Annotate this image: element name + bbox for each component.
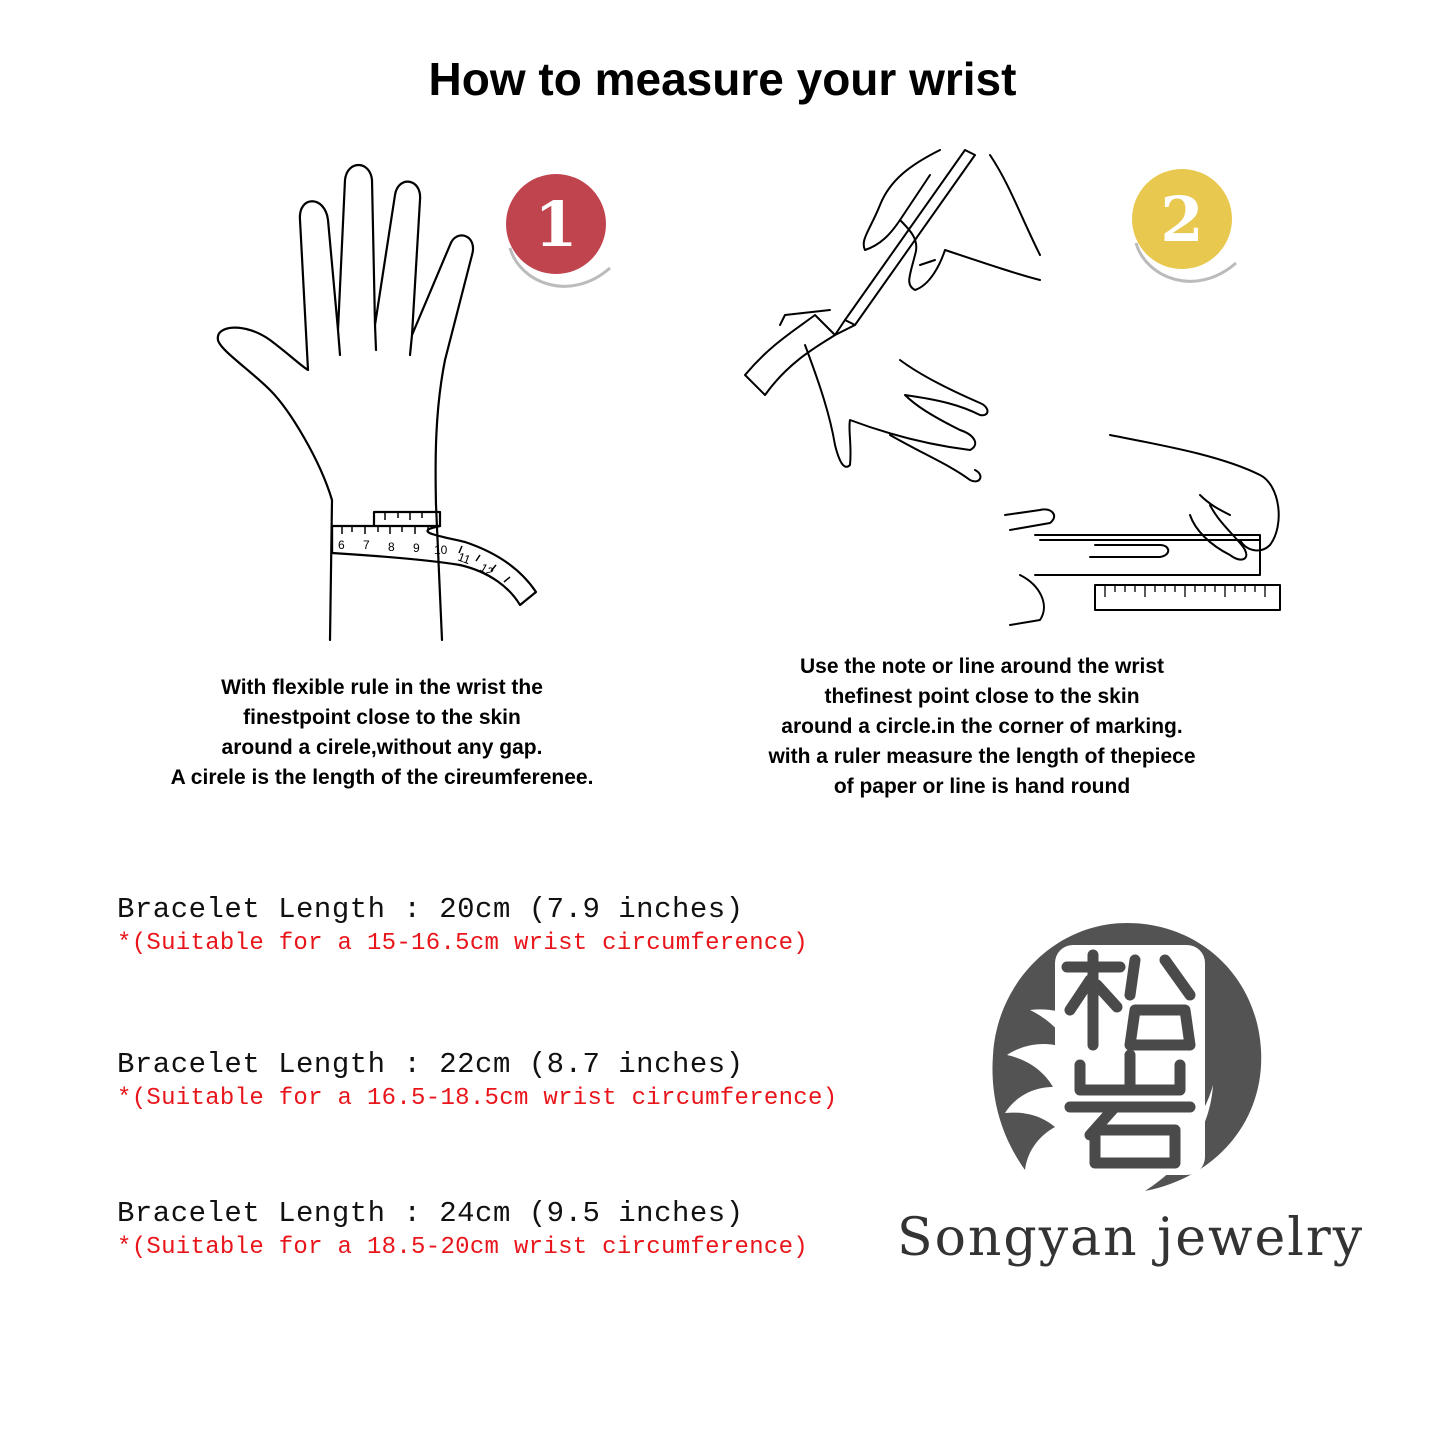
ruler-mark: 7 bbox=[363, 538, 370, 552]
caption-line: of paper or line is hand round bbox=[833, 775, 1131, 798]
ruler-mark: 11 bbox=[455, 549, 473, 568]
caption-line: Use the note or line around the wrist bbox=[799, 655, 1165, 678]
caption-line: With flexible rule in the wrist the bbox=[221, 676, 543, 699]
caption-line: around a cirele,without any gap. bbox=[221, 736, 543, 759]
caption-line: finestpoint close to the skin bbox=[243, 706, 521, 729]
step-2-caption bbox=[722, 652, 1242, 802]
step-2-badge: 2 bbox=[1132, 169, 1232, 269]
bracelet-length: Bracelet Length : 24cm (9.5 inches) bbox=[117, 1197, 744, 1230]
step-2-badge-wrap bbox=[1126, 163, 1246, 283]
size-option bbox=[117, 893, 808, 957]
wrist-fit-note: *(Suitable for a 18.5-20cm wrist circumference) bbox=[117, 1234, 809, 1261]
caption-line: around a circle.in the corner of marking. bbox=[781, 715, 1183, 738]
caption-line: thefinest point close to the skin bbox=[824, 685, 1140, 708]
caption-line: A cirele is the length of the cireumferenee. bbox=[170, 766, 594, 789]
ruler-mark: 10 bbox=[434, 543, 448, 557]
ruler-mark: 9 bbox=[413, 541, 420, 555]
size-option bbox=[117, 1197, 808, 1261]
ruler-mark: 8 bbox=[388, 540, 395, 554]
caption-line: with a ruler measure the length of thepiece bbox=[768, 745, 1196, 768]
wrist-fit-note: *(Suitable for a 15-16.5cm wrist circumference) bbox=[117, 930, 809, 957]
ruler-mark: 12 bbox=[477, 560, 497, 580]
brand-seal-logo bbox=[985, 915, 1270, 1200]
page-title: How to measure your wrist bbox=[428, 53, 1017, 105]
step-1-badge: 1 bbox=[506, 174, 606, 274]
bracelet-length: Bracelet Length : 22cm (8.7 inches) bbox=[117, 1048, 744, 1081]
bracelet-length: Bracelet Length : 20cm (7.9 inches) bbox=[117, 893, 744, 926]
size-option bbox=[117, 1048, 837, 1112]
step-1-badge-wrap bbox=[500, 168, 620, 288]
brand-name: Songyan jewelry bbox=[897, 1208, 1365, 1268]
wrist-fit-note: *(Suitable for a 16.5-18.5cm wrist circumference) bbox=[117, 1085, 838, 1112]
step-1-caption bbox=[132, 673, 632, 793]
ruler-mark: 6 bbox=[338, 538, 345, 552]
